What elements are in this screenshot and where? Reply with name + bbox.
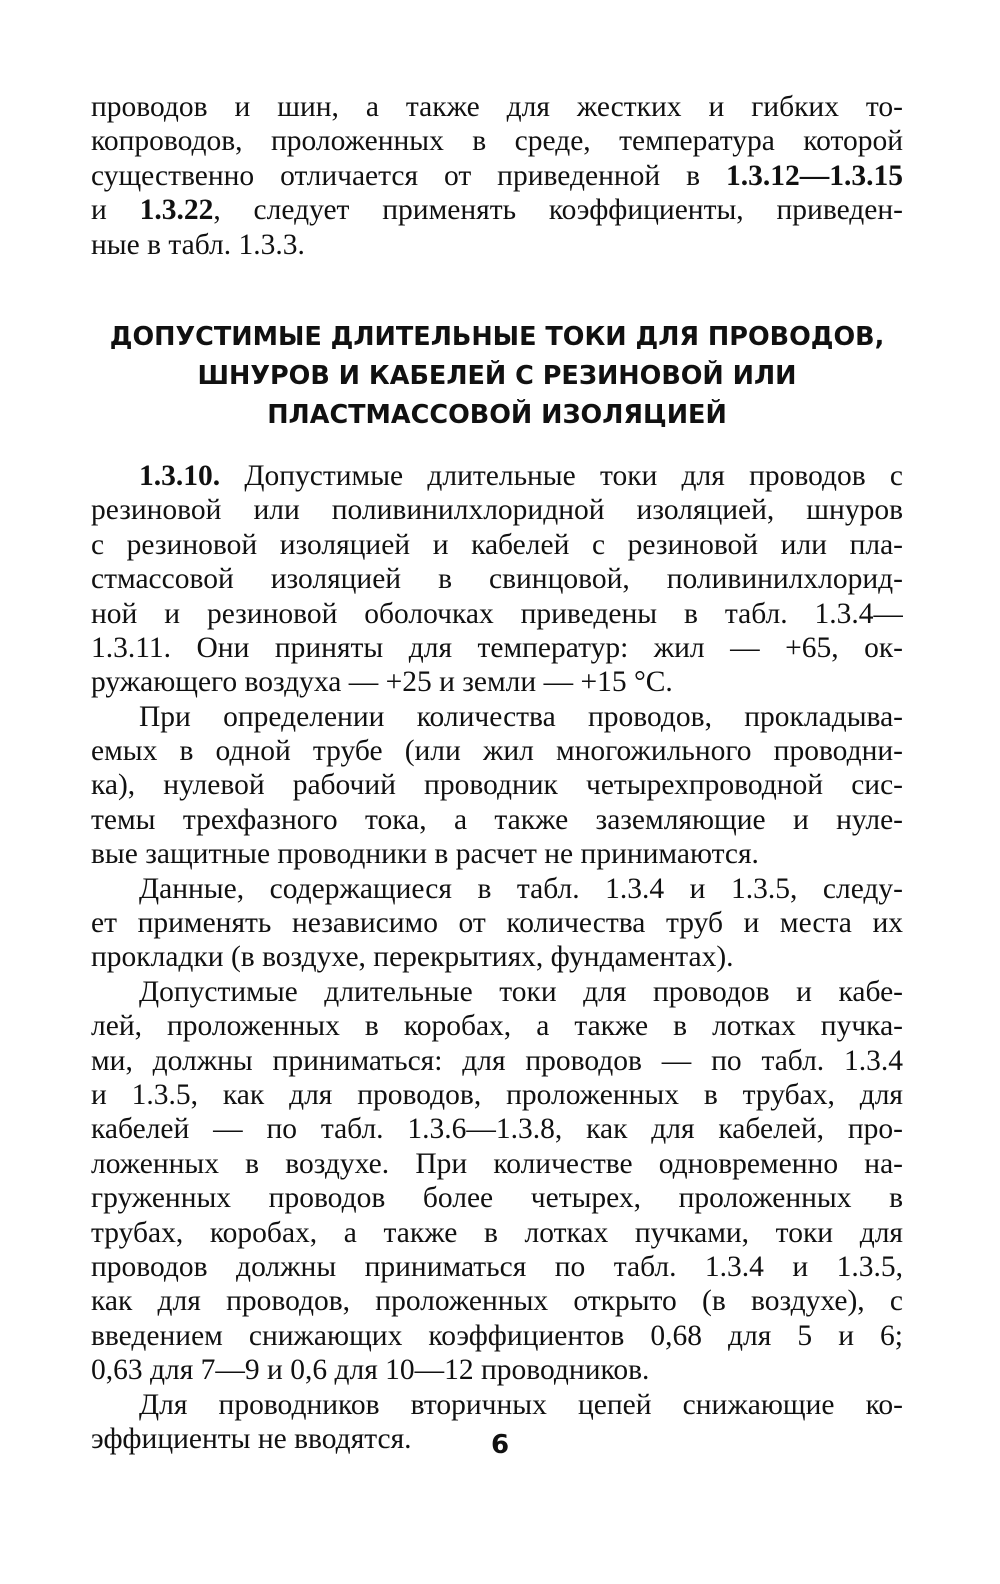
text-line: Данные, содержащиеся в табл. 1.3.4 и 1.3.5, следу- [139, 872, 903, 905]
text-line: ной и резиновой оболочках приведены в табл. 1.3.4— [91, 597, 903, 630]
text-line: ные в табл. 1.3.3. [91, 228, 305, 261]
text-line: вые защитные проводники в расчет не принимаются. [91, 838, 759, 871]
text-fragment: Допустимые длительные токи для проводов с [220, 459, 903, 492]
text-line: груженных проводов более четырех, проложенных в [91, 1182, 903, 1215]
clause-reference: 1.3.12—1.3.15 [726, 159, 903, 192]
text-line: ружающего воздуха — +25 и земли — +15 °С. [91, 666, 673, 699]
text-line: проводов и шин, а также для жестких и гибких то- [91, 91, 903, 123]
text-line: Для проводников вторичных цепей снижающие ко- [139, 1388, 903, 1421]
section-heading [91, 318, 903, 435]
text-line: и 1.3.5, как для проводов, проложенных в трубах, для [91, 1078, 903, 1111]
text-line: с резиновой изоляцией и кабелей с резиновой или пла- [91, 528, 903, 561]
page-body [91, 90, 903, 1456]
text-line: 1.3.11. Они приняты для температур: жил — +65, ок- [91, 631, 903, 664]
paragraph-conductor-count [91, 700, 903, 872]
text-line [91, 159, 903, 193]
text-line: 0,63 для 7—9 и 0,6 для 10—12 проводников. [91, 1354, 650, 1387]
heading-line: ДОПУСТИМЫЕ ДЛИТЕЛЬНЫЕ ТОКИ ДЛЯ ПРОВОДОВ, [109, 321, 885, 352]
heading-line: ПЛАСТМАССОВОЙ ИЗОЛЯЦИЕЙ [267, 399, 727, 430]
text-line: проводов должны приниматься по табл. 1.3.4 и 1.3.5, [91, 1250, 903, 1283]
text-line: ми, должны приниматься: для проводов — по табл. 1.3.4 [91, 1044, 903, 1077]
heading-line: ШНУРОВ И КАБЕЛЕЙ С РЕЗИНОВОЙ ИЛИ [197, 360, 797, 391]
text-line: При определении количества проводов, прокладыва- [139, 700, 903, 733]
text-line: ложенных в воздухе. При количестве одновременно на- [91, 1147, 903, 1180]
text-line: как для проводов, проложенных открыто (в воздухе), с [91, 1285, 903, 1318]
paragraph-table-data [91, 872, 903, 975]
text-fragment: , следует применять коэффициенты, приведен- [213, 194, 903, 227]
text-line: введением снижающих коэффициентов 0,68 для 5 и 6; [91, 1319, 903, 1352]
text-line: ка), нулевой рабочий проводник четырехпроводной сис- [91, 769, 903, 802]
text-line [91, 459, 903, 493]
paragraph-ducts-trays [91, 975, 903, 1388]
text-line: кабелей — по табл. 1.3.6—1.3.8, как для кабелей, про- [91, 1113, 903, 1146]
page-number: 6 [490, 1430, 510, 1460]
text-line: темы трехфазного тока, а также заземляющие и нуле- [91, 803, 903, 836]
text-line: Допустимые длительные токи для проводов и кабе- [139, 975, 903, 1008]
text-line: резиновой или поливинилхлоридной изоляцией, шнуров [91, 494, 903, 527]
text-fragment: существенно отличается от приведенной в [91, 159, 726, 192]
text-line: прокладки (в воздухе, перекрытиях, фундаментах). [91, 941, 734, 974]
text-line: трубах, коробах, а также в лотках пучками, токи для [91, 1216, 903, 1249]
text-line: ет применять независимо от количества труб и места их [91, 907, 903, 940]
clause-reference: 1.3.22 [139, 194, 214, 227]
paragraph-1-3-10 [91, 459, 903, 700]
text-line: эффициенты не вводятся. [91, 1422, 412, 1455]
intro-paragraph [91, 90, 903, 262]
text-fragment: и [91, 194, 140, 227]
text-line [91, 193, 903, 227]
text-line: копроводов, проложенных в среде, температура которой [91, 125, 903, 158]
text-line: емых в одной трубе (или жил многожильного проводни- [91, 735, 903, 768]
text-line: лей, проложенных в коробах, а также в лотках пучка- [91, 1010, 903, 1043]
section-number: 1.3.10. [139, 459, 221, 492]
text-line: стмассовой изоляцией в свинцовой, поливинилхлорид- [91, 563, 903, 596]
